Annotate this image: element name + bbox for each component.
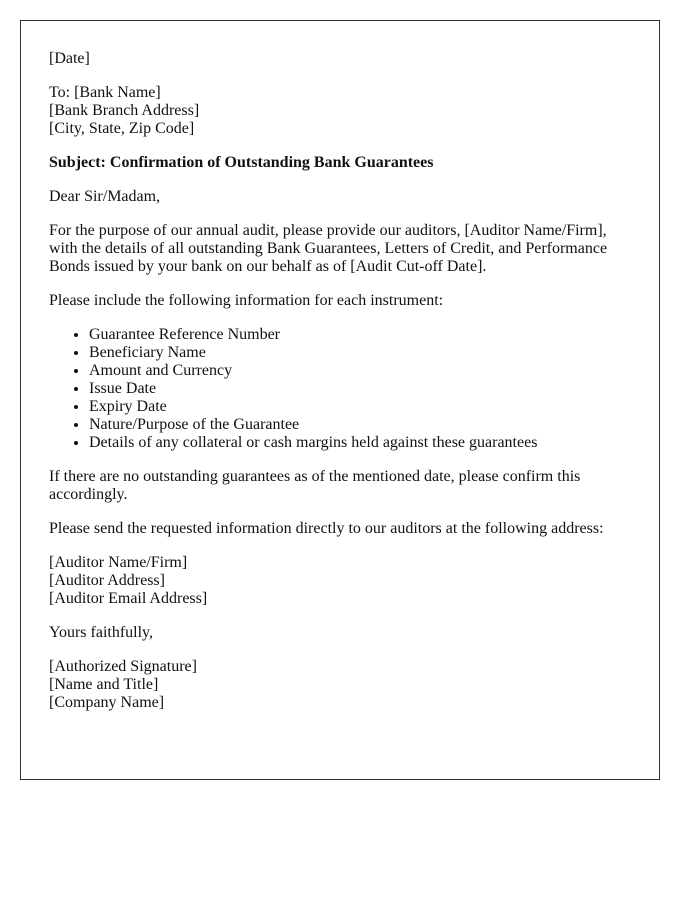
list-item: • Amount and Currency bbox=[89, 362, 631, 380]
list-item: • Expiry Date bbox=[89, 398, 631, 416]
auditor-name-firm: [Auditor Name/Firm] bbox=[49, 554, 188, 571]
letter-container bbox=[20, 20, 660, 780]
letter-subject: Subject: Confirmation of Outstanding Bank Guarantees bbox=[49, 154, 434, 171]
auditor-email-address: [Auditor Email Address] bbox=[49, 590, 208, 607]
recipient-address bbox=[49, 84, 631, 138]
letter-date: [Date] bbox=[49, 50, 90, 67]
recipient-bank-name: To: [Bank Name] bbox=[49, 84, 161, 101]
recipient-city-state-zip: [City, State, Zip Code] bbox=[49, 120, 195, 137]
salutation: Dear Sir/Madam, bbox=[49, 188, 161, 205]
body-paragraph-no-guarantees: If there are no outstanding guarantees as of the mentioned date, please confirm this accordingly. bbox=[49, 468, 581, 503]
auditor-postal-address: [Auditor Address] bbox=[49, 572, 165, 589]
list-item: • Nature/Purpose of the Guarantee bbox=[89, 416, 631, 434]
authorized-signature: [Authorized Signature] bbox=[49, 658, 197, 675]
signatory-name-title: [Name and Title] bbox=[49, 676, 159, 693]
list-item: • Beneficiary Name bbox=[89, 344, 631, 362]
list-item: • Details of any collateral or cash margins held against these guarantees bbox=[89, 434, 631, 452]
body-paragraph-send: Please send the requested information directly to our auditors at the following address: bbox=[49, 520, 604, 537]
company-name: [Company Name] bbox=[49, 694, 165, 711]
auditor-address bbox=[49, 554, 631, 608]
closing: Yours faithfully, bbox=[49, 624, 154, 641]
body-paragraph-include: Please include the following information for each instrument: bbox=[49, 292, 444, 309]
signature-block bbox=[49, 658, 631, 712]
required-information-list bbox=[49, 326, 631, 452]
list-item: • Issue Date bbox=[89, 380, 631, 398]
list-item: • Guarantee Reference Number bbox=[89, 326, 631, 344]
recipient-branch-address: [Bank Branch Address] bbox=[49, 102, 200, 119]
body-paragraph-request: For the purpose of our annual audit, please provide our auditors, [Auditor Name/Firm], with the details of all outstanding Bank Guarantees, Letters of Credit, and Performance Bonds issued by your bank on our behalf as of [Audit Cut-off Date]. bbox=[49, 222, 608, 275]
